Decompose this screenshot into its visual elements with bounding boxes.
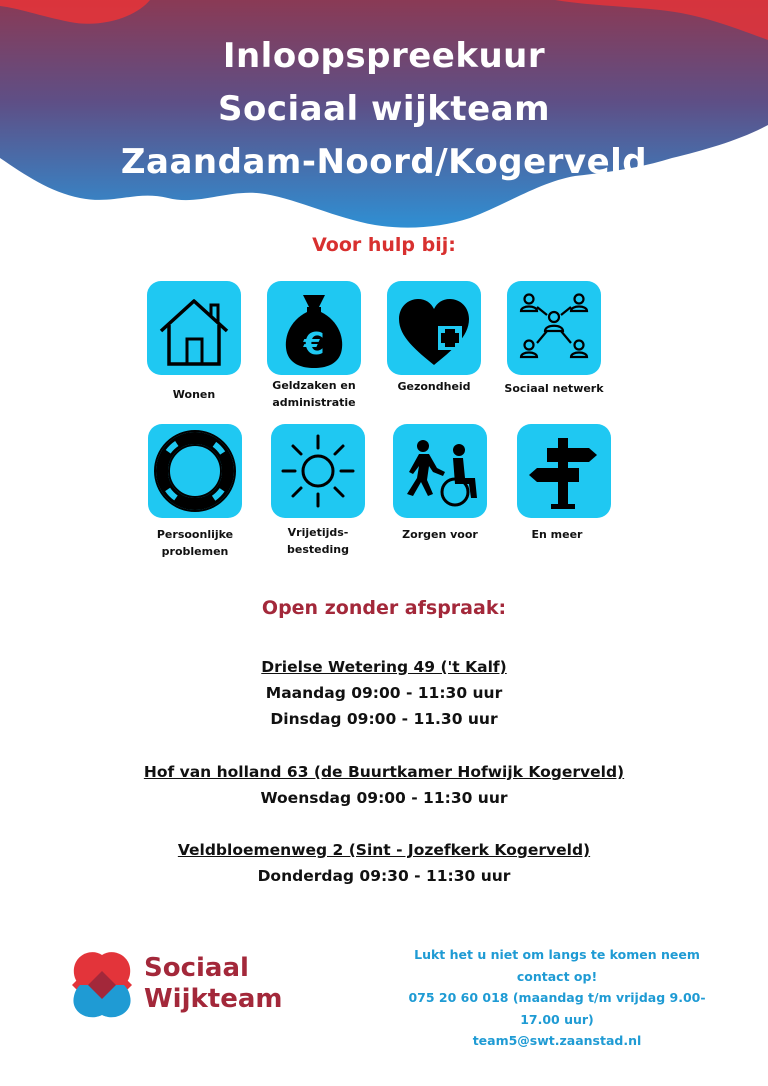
tile-vrijetijdsbesteding	[271, 424, 365, 518]
label-vrijetijds-line1: Vrijetijds-	[287, 526, 349, 539]
location-1-time-1: Maandag 09:00 - 11:30 uur	[265, 684, 503, 702]
label-wonen: Wonen	[172, 388, 216, 401]
logo-line-1: Sociaal	[144, 953, 249, 983]
location-3-time-1: Donderdag 09:30 - 11:30 uur	[257, 867, 511, 885]
contact-info	[382, 944, 732, 1052]
location-1-address: Drielse Wetering 49 ('t Kalf)	[261, 658, 507, 676]
tile-geldzaken	[267, 281, 361, 375]
tile-zorgen-voor	[393, 424, 487, 518]
caregiver-wheelchair-icon	[393, 424, 487, 518]
label-vrijetijds-line2: besteding	[287, 543, 349, 556]
logo-text	[144, 953, 283, 1015]
contact-phone[interactable]: 075 20 60 018 (maandag t/m vrijdag 9.00-	[408, 990, 706, 1005]
label-sociaal-netwerk: Sociaal netwerk	[504, 382, 604, 395]
title-line-1: Inloopspreekuur	[222, 36, 546, 76]
money-bag-euro-icon	[267, 281, 361, 375]
tile-wonen	[147, 281, 241, 375]
contact-email[interactable]: team5@swt.zaanstad.nl	[472, 1033, 642, 1048]
label-gezondheid: Gezondheid	[397, 380, 471, 393]
location-3	[0, 837, 768, 889]
tile-gezondheid	[387, 281, 481, 375]
contact-line-1: Lukt het u niet om langs te komen neem	[414, 947, 700, 962]
title-line-3: Zaandam-Noord/Kogerveld	[120, 142, 648, 182]
label-en-meer: En meer	[531, 528, 583, 541]
label-geldzaken-line1: Geldzaken en	[272, 379, 356, 392]
label-vrijetijdsbesteding	[271, 524, 365, 558]
contact-hours: 17.00 uur)	[520, 1011, 594, 1027]
help-heading: Voor hulp bij:	[312, 234, 456, 256]
contact-line-2: contact op!	[516, 968, 598, 984]
tile-sociaal-netwerk	[507, 281, 601, 375]
social-network-icon	[507, 281, 601, 375]
location-2-address: Hof van holland 63 (de Buurtkamer Hofwijk Kogerveld)	[143, 763, 625, 781]
heart-plus-icon	[387, 281, 481, 375]
open-heading: Open zonder afspraak:	[261, 597, 507, 619]
location-2-time-1: Woensdag 09:00 - 11:30 uur	[260, 789, 508, 807]
location-2	[0, 759, 768, 811]
house-icon	[147, 281, 241, 375]
svg-text:€: €	[303, 327, 325, 362]
label-persoonlijke-line2: problemen	[161, 545, 229, 558]
page-title	[0, 30, 768, 189]
label-persoonlijke-problemen	[138, 526, 252, 560]
tile-persoonlijke-problemen	[148, 424, 242, 518]
logo-line-2: Wijkteam	[144, 984, 283, 1014]
label-geldzaken	[262, 377, 366, 411]
label-persoonlijke-line1: Persoonlijke	[156, 528, 234, 541]
location-1	[0, 654, 768, 732]
label-geldzaken-line2: administratie	[272, 396, 356, 409]
header-banner	[0, 0, 768, 240]
tile-en-meer	[517, 424, 611, 518]
lifebuoy-icon	[148, 424, 242, 518]
label-zorgen-voor: Zorgen voor	[402, 528, 478, 541]
location-1-time-2: Dinsdag 09:00 - 11.30 uur	[270, 710, 498, 728]
signpost-icon	[517, 424, 611, 518]
location-3-address: Veldbloemenweg 2 (Sint - Jozefkerk Kogerveld)	[177, 841, 591, 859]
title-line-2: Sociaal wijkteam	[217, 89, 551, 129]
sun-icon	[271, 424, 365, 518]
